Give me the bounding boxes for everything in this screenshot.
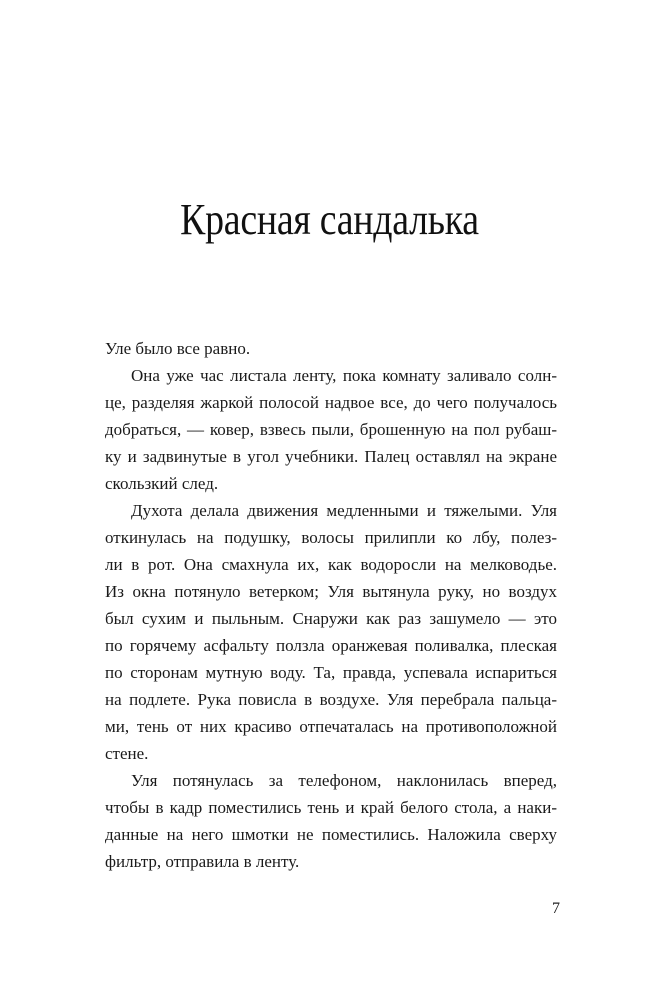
text-line: фильтр, отправила в ленту. bbox=[105, 852, 300, 871]
chapter-title: Красная сандалька bbox=[180, 195, 479, 244]
chapter-body bbox=[105, 335, 557, 875]
text-line: Из окна потянуло ветерком; Уля вытянула руку, но воздух bbox=[105, 582, 557, 601]
page-number: 7 bbox=[552, 900, 560, 917]
text-line: Она уже час листала ленту, пока комнату заливало солн- bbox=[131, 366, 557, 385]
text-line: це, разделяя жаркой полосой надвое все, до чего получалось bbox=[105, 393, 557, 412]
text-line: Духота делала движения медленными и тяжелыми. Уля bbox=[131, 501, 557, 520]
text-line: скользкий след. bbox=[105, 474, 219, 493]
text-line: стене. bbox=[105, 744, 149, 763]
text-line: ли в рот. Она смахнула их, как водоросли на мелководье. bbox=[105, 555, 557, 574]
text-line: данные на него шмотки не поместились. Наложила сверху bbox=[105, 825, 557, 844]
text-line: был сухим и пыльным. Снаружи как раз зашумело — это bbox=[105, 609, 557, 628]
text-line: чтобы в кадр поместились тень и край белого стола, а наки- bbox=[105, 798, 557, 817]
text-line: Уле было все равно. bbox=[105, 339, 251, 358]
text-line: откинулась на подушку, волосы прилипли ко лбу, полез- bbox=[105, 528, 557, 547]
text-line: на подлете. Рука повисла в воздухе. Уля перебрала пальца- bbox=[105, 690, 557, 709]
text-line: ми, тень от них красиво отпечаталась на противоположной bbox=[105, 717, 557, 736]
text-line: по сторонам мутную воду. Та, правда, успевала испариться bbox=[105, 663, 557, 682]
text-line: ку и задвинутые в угол учебники. Палец оставлял на экране bbox=[105, 447, 557, 466]
text-line: по горячему асфальту ползла оранжевая поливалка, плеская bbox=[105, 636, 557, 655]
text-line: добраться, — ковер, взвесь пыли, брошенную на пол рубаш- bbox=[105, 420, 557, 439]
text-line: Уля потянулась за телефоном, наклонилась вперед, bbox=[131, 771, 557, 790]
